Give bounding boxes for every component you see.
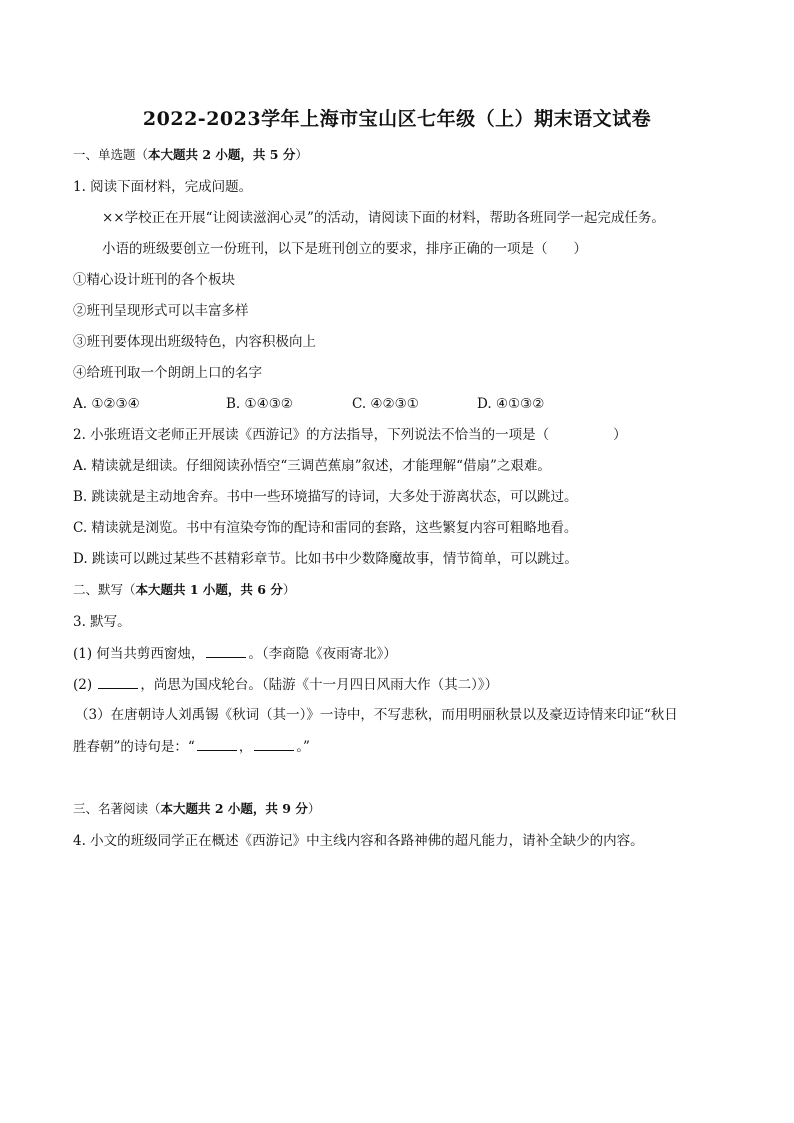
question-1-ask-text: 小语的班级要创立一份班刊，以下是班刊创立的要求，排序正确的一项是（ xyxy=(102,241,548,257)
option-b[interactable]: B. ①④③② xyxy=(226,396,293,412)
option-a[interactable]: A. ①②③④ xyxy=(73,396,140,412)
question-1-item-1: ①精心设计班刊的各个板块 xyxy=(73,272,235,288)
section-heading-prefix: 一、单选题（ xyxy=(73,147,149,162)
question-3-line-1-pre: (1) 何当共剪西窗烛， xyxy=(73,646,205,662)
question-1-stem: 1. 阅读下面材料，完成问题。 xyxy=(73,179,253,195)
question-1-intro: ××学校正在开展“让阅读滋润心灵”的活动，请阅读下面的材料，帮助各班同学一起完成任务。 xyxy=(102,210,665,226)
section-heading-2 xyxy=(73,581,733,599)
question-3-line-2-pre: (2) xyxy=(73,677,93,693)
question-3-line-2-post: ，尚思为国戍轮台。（陆游《十一月四日风雨大作（其二）》） xyxy=(140,677,499,693)
question-1-item-3: ③班刊要体现出班级特色，内容积极向上 xyxy=(73,334,316,350)
option-c[interactable]: C. ④②③① xyxy=(352,396,419,412)
section-heading-detail: 本大题共 1 小题，共 6 分 xyxy=(135,582,283,597)
question-2-stem xyxy=(73,426,733,444)
section-heading-detail: 本大题共 2 小题，共 5 分 xyxy=(148,147,296,162)
question-3-line-4-post: 。” xyxy=(296,739,310,755)
question-1-ask xyxy=(102,240,762,258)
section-heading-suffix: ） xyxy=(282,582,296,597)
question-2-option-c[interactable]: C. 精读就是浏览。书中有渲染夸饰的配诗和雷同的套路，这些繁复内容可粗略地看。 xyxy=(73,520,578,536)
question-3-line-1-post: 。（李商隐《夜雨寄北》） xyxy=(248,646,397,662)
question-1-item-2: ②班刊呈现形式可以丰富多样 xyxy=(73,303,249,319)
section-heading-3 xyxy=(73,800,733,818)
question-1-options xyxy=(73,395,733,413)
question-2-stem-end: ） xyxy=(613,427,627,443)
question-3-line-1 xyxy=(73,644,733,663)
page-title: 2022-2023学年上海市宝山区七年级（上）期末语文试卷 xyxy=(142,108,652,130)
question-1-ask-end: ） xyxy=(573,241,587,257)
fill-in-blank[interactable] xyxy=(98,675,138,689)
question-2-option-a[interactable]: A. 精读就是细读。仔细阅读孙悟空“三调芭蕉扇”叙述，才能理解“借扇”之艰难。 xyxy=(73,458,551,474)
question-2-option-b[interactable]: B. 跳读就是主动地舍弃。书中一些环境描写的诗词，大多处于游离状态，可以跳过。 xyxy=(73,489,578,505)
fill-in-blank[interactable] xyxy=(206,644,246,658)
question-3-line-2 xyxy=(73,675,733,694)
section-heading-prefix: 二、默写（ xyxy=(73,582,136,597)
option-d[interactable]: D. ④①③② xyxy=(477,396,545,412)
section-heading-prefix: 三、名著阅读（ xyxy=(73,801,161,816)
question-2-option-d[interactable]: D. 跳读可以跳过某些不甚精彩章节。比如书中少数降魔故事，情节简单，可以跳过。 xyxy=(73,551,578,567)
question-3-line-4-mid: ， xyxy=(238,739,253,755)
section-heading-suffix: ） xyxy=(295,147,308,162)
section-heading-1 xyxy=(73,146,733,164)
question-1-item-4: ④给班刊取一个朗朗上口的名字 xyxy=(73,365,262,381)
fill-in-blank[interactable] xyxy=(254,737,294,751)
question-4-stem: 4. 小文的班级同学正在概述《西游记》中主线内容和各路神佛的超凡能力，请补全缺少的内容。 xyxy=(73,833,644,849)
fill-in-blank[interactable] xyxy=(197,737,237,751)
question-2-stem-text: 2. 小张班语文老师正开展读《西游记》的方法指导，下列说法不恰当的一项是（ xyxy=(73,427,550,443)
question-3-line-3: （3）在唐朝诗人刘禹锡《秋词（其一）》一诗中，不写悲秋，而用明丽秋景以及豪迈诗情来印证“秋日 xyxy=(75,707,678,723)
section-heading-detail: 本大题共 2 小题，共 9 分 xyxy=(160,801,308,816)
section-heading-suffix: ） xyxy=(307,801,321,816)
question-3-stem: 3. 默写。 xyxy=(73,614,131,630)
question-3-line-4-pre: 胜春朝”的诗句是：“ xyxy=(73,739,195,755)
question-3-line-4 xyxy=(73,737,733,756)
